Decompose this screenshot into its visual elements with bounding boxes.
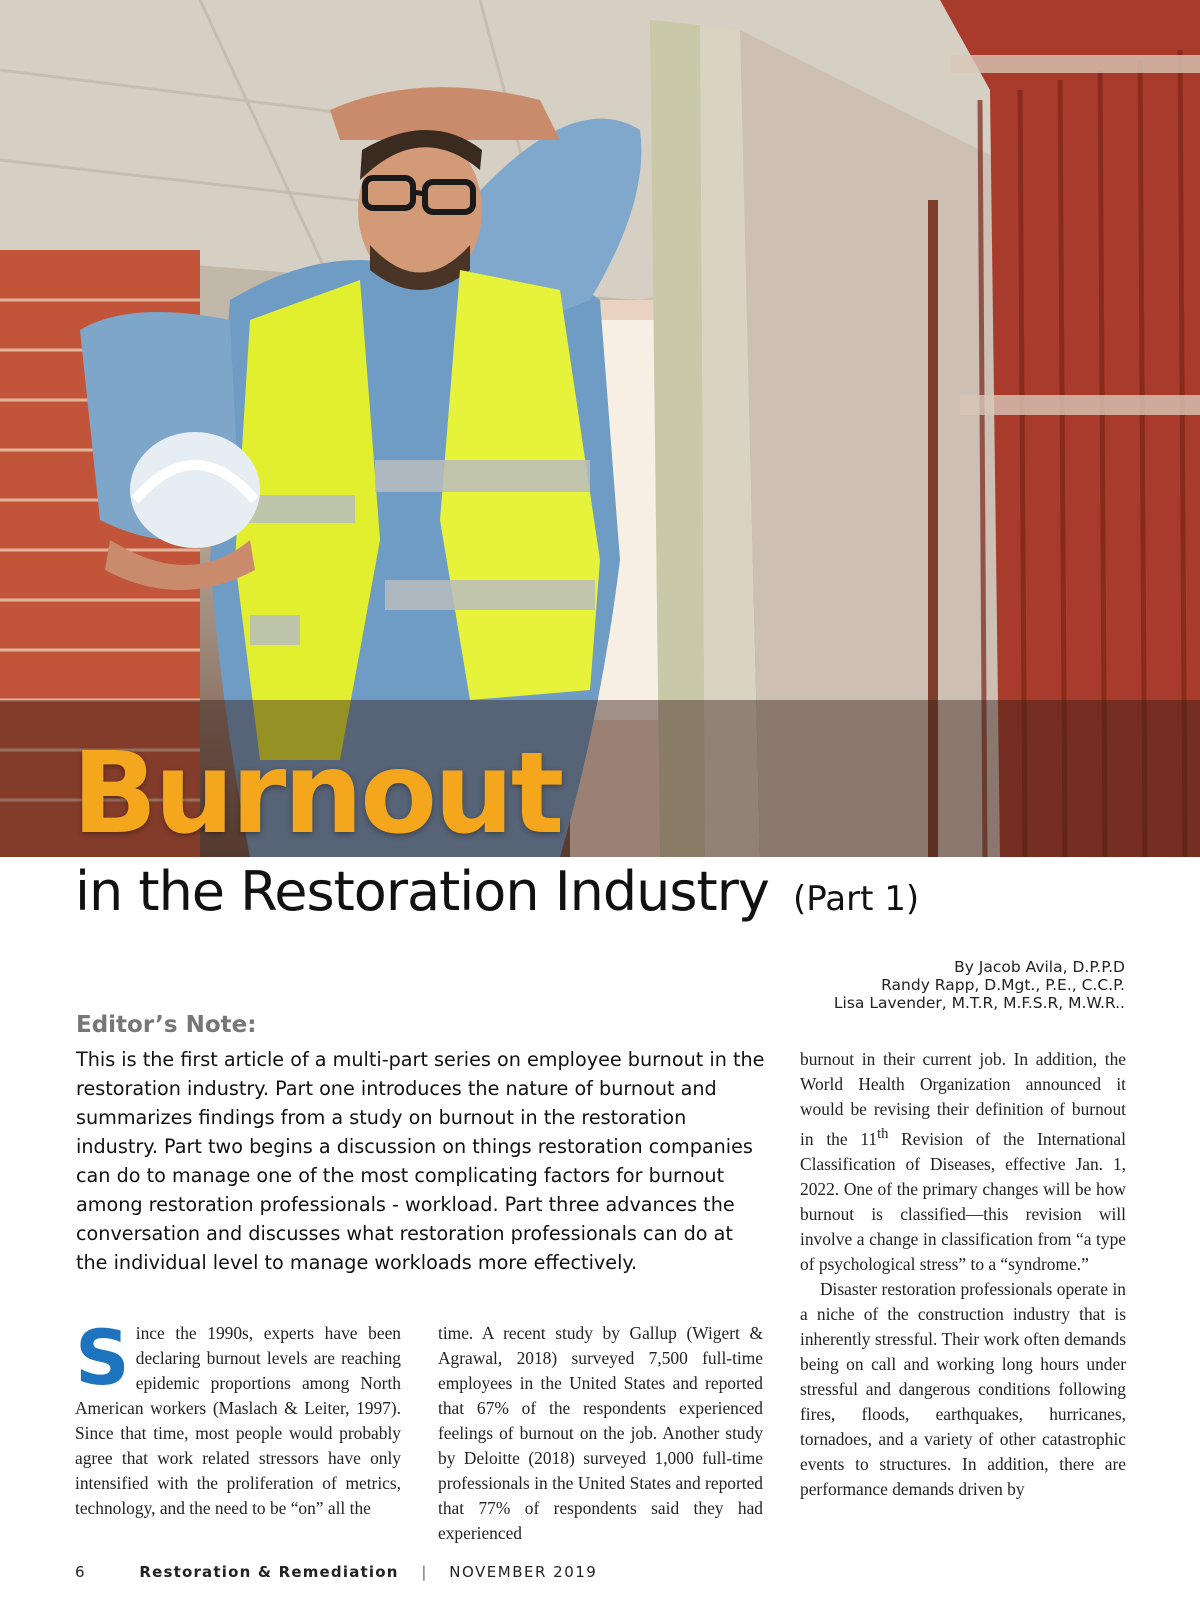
body-column-3	[800, 1047, 1126, 1502]
part-label: (Part 1)	[793, 879, 920, 919]
publication-name: Restoration & Remediation	[139, 1563, 399, 1581]
body-column-2: time. A recent study by Gallup (Wigert & Agrawal, 2018) surveyed 7,500 full-time employees in the United States and reported that 67% of the respondents experienced feelings of burnout on the job. Another study by Deloitte (2018) surveyed 1,000 full-time professionals in the United States and reported that 77% of respondents said they had experienced	[438, 1323, 763, 1543]
editors-note-body: This is the first article of a multi-part series on employee burnout in the restoration industry. Part one introduces the nature of burnout and summarizes findings from a study on burnout in the restoration industry. Part two begins a discussion on things restoration companies can do to manage one of the most complicating factors for burnout among restoration professionals - workload. Part three advances the conversation and discusses what restoration professionals can do at the individual level to manage workloads more effectively.	[76, 1048, 765, 1274]
column-3-paragraph-2: Disaster restoration professionals operate in a niche of the construction industry that is inherently stressful. Their work often demands being on call and working long hours under stressful and dangerous conditions following fires, floods, earthquakes, hurricanes, tornadoes, and a variety of other catastrophic events to structures. In addition, there are performance demands driven by	[800, 1278, 1126, 1499]
article-headline: Burnout	[72, 729, 562, 857]
drop-cap: S	[75, 1313, 130, 1402]
page-footer	[75, 1563, 597, 1581]
column-1-text: ince the 1990s, experts have been declaring burnout levels are reaching epidemic proportions among North American workers (Maslach & Leiter, 1997). Since that time, most people would probably agree that work related stressors have only intensified with the proliferation of metrics, technology, and the need to be “on” all the	[75, 1323, 401, 1518]
page-number: 6	[75, 1563, 85, 1581]
byline	[834, 958, 1125, 1012]
column-3-text-a: burnout in their current job. In addition, the World Health Organization announced it would be revising their definition of burnout in the 11	[800, 1049, 1126, 1149]
column-3-paragraph-1	[800, 1049, 1126, 1274]
article-subheadline	[75, 860, 920, 923]
author-3: Lisa Lavender, M.T.R, M.F.S.R, M.W.R..	[833, 994, 1125, 1012]
issue-date: NOVEMBER 2019	[449, 1563, 598, 1581]
subheadline-text: in the Restoration Industry	[75, 860, 769, 923]
editors-note-label: Editor’s Note:	[76, 1012, 257, 1038]
author-2: Randy Rapp, D.Mgt., P.E., C.C.P.	[881, 976, 1125, 994]
body-column-1	[75, 1313, 401, 1521]
author-1: By Jacob Avila, D.P.P.D	[954, 958, 1125, 976]
ordinal-superscript: th	[877, 1126, 889, 1142]
footer-separator: |	[421, 1563, 427, 1581]
column-3-text-b: Revision of the International Classification of Diseases, effective Jan. 1, 2022. One of the primary changes will be how burnout is classified—this revision will involve a change in classification from “a type of psychological stress” to a “syndrome.”	[800, 1128, 1126, 1274]
